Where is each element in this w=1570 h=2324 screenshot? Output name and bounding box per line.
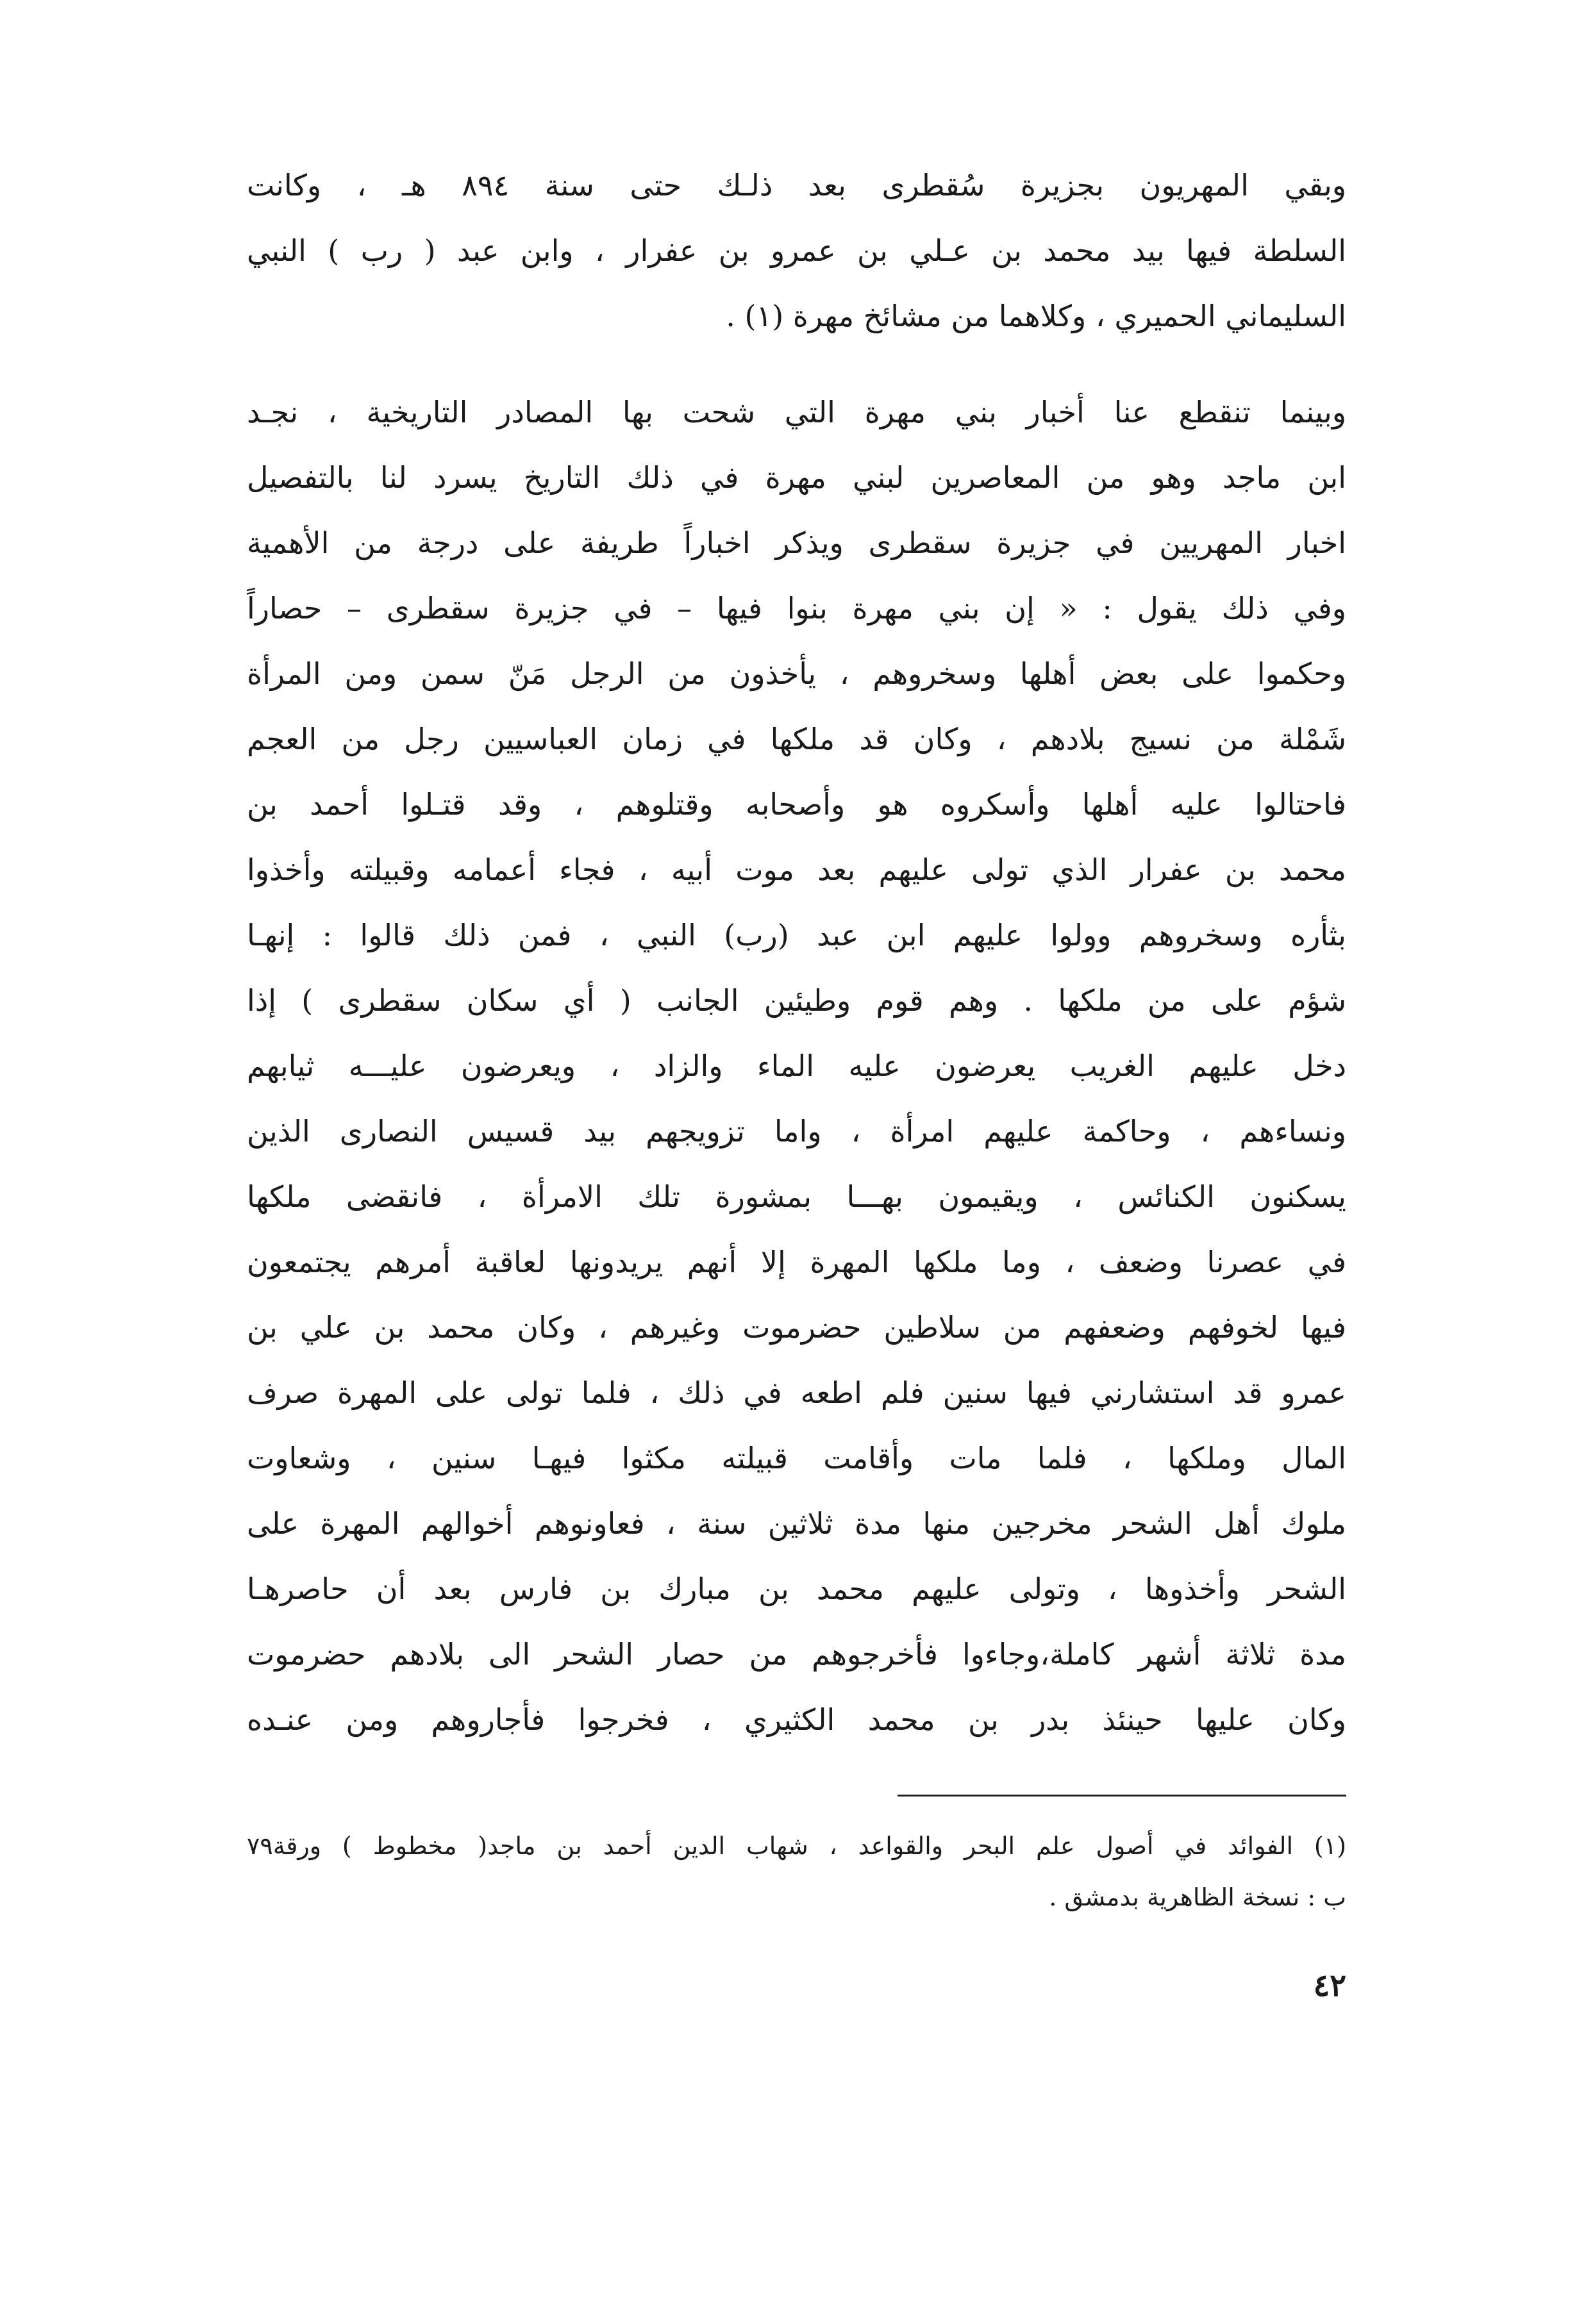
footnote-line: (١) الفوائد في أصول علم البحر والقواعد ، شهاب الدين أحمد بن ماجد( مخطوط ) ورقة٧٩ [247,1832,1346,1860]
main-text [247,153,1346,1752]
text-line: شَمْلة من نسيج بلادهم ، وكان قد ملكها في زمان العباسيين رجل من العجم [247,722,1346,756]
text-line: السلطة فيها بيد محمد بن عـلي بن عمرو بن عفرار ، وابن عبد ( رب ) النبي [247,233,1346,268]
text-line: في عصرنا وضعف ، وما ملكها المهرة إلا أنهم يريدونها لعاقبة أمرهم يجتمعون [247,1245,1346,1279]
text-line: الشحر وأخذوها ، وتولى عليهم محمد بن مبارك بن فارس بعد أن حاصرهـا [247,1572,1346,1606]
text-line: بثأره وسخروهم وولوا عليهم ابن عبد (رب) النبي ، فمن ذلك قالوا : إنهـا [247,918,1346,952]
text-line: اخبار المهريين في جزيرة سقطرى ويذكر اخباراً طريفة على درجة من الأهمية [247,526,1346,560]
text-line: وحكموا على بعض أهلها وسخروهم ، يأخذون من الرجل مَنّ سمن ومن المرأة [247,656,1346,691]
text-line: مدة ثلاثة أشهر كاملة،وجاءوا فأخرجوهم من حصار الشحر الى بلادهم حضرموت [247,1637,1346,1672]
text-line: وكان عليها حينئذ بدر بن محمد الكثيري ، فخرجوا فأجاروهم ومن عنـده [247,1702,1346,1737]
text-line: وبينما تنقطع عنا أخبار بني مهرة التي شحت بها المصادر التاريخية ، نجـد [247,395,1346,429]
text-line: محمد بن عفرار الذي تولى عليهم بعد موت أبيه ، فجاء أعمامه وقبيلته وأخذوا [247,852,1346,887]
text-line: السليماني الحميري ، وكلاهما من مشائخ مهرة (١) . [726,299,1346,333]
text-line: وبقي المهريون بجزيرة سُقطرى بعد ذلـك حتى سنة ٨٩٤ هـ ، وكانت [247,168,1346,203]
text-line: فيها لخوفهم وضعفهم من سلاطين حضرموت وغيرهم ، وكان محمد بن علي بن [247,1310,1346,1345]
paragraph-2 [247,379,1346,1752]
text-line: شؤم على من ملكها . وهم قوم وطيئين الجانب ( أي سكان سقطرى ) إذا [247,983,1346,1018]
text-line: ملوك أهل الشحر مخرجين منها مدة ثلاثين سنة ، فعاونوهم أخوالهم المهرة على [247,1506,1346,1541]
text-line: دخل عليهم الغريب يعرضون عليه الماء والزاد ، ويعرضون عليـــه ثيابهم [247,1049,1346,1083]
text-line: ونساءهم ، وحاكمة عليهم امرأة ، واما تزويجهم بيد قسيس النصارى الذين [247,1114,1346,1149]
footnote [247,1820,1346,1923]
page-number: ٤٢ [1313,1968,1346,2004]
text-line: وفي ذلك يقول : « إن بني مهرة بنوا فيها – في جزيرة سقطرى – حصاراً [247,591,1346,626]
text-line: عمرو قد استشارني فيها سنين فلم اطعه في ذلك ، فلما تولى على المهرة صرف [247,1375,1346,1410]
paragraph-1 [247,153,1346,349]
footnote-line: ب : نسخة الظاهرية بدمشق . [1049,1883,1346,1911]
text-line: فاحتالوا عليه أهلها وأسكروه هو وأصحابه وقتلوهم ، وقد قتـلوا أحمد بن [247,787,1346,822]
text-line: المال وملكها ، فلما مات وأقامت قبيلته مكثوا فيهـا سنين ، وشعاوت [247,1441,1346,1475]
text-line: يسكنون الكنائس ، ويقيمون بهـــا بمشورة تلك الامرأة ، فانقضى ملكها [247,1179,1346,1214]
footnote-divider [898,1795,1346,1797]
text-line: ابن ماجد وهو من المعاصرين لبني مهرة في ذلك التاريخ يسرد لنا بالتفصيل [247,460,1346,495]
